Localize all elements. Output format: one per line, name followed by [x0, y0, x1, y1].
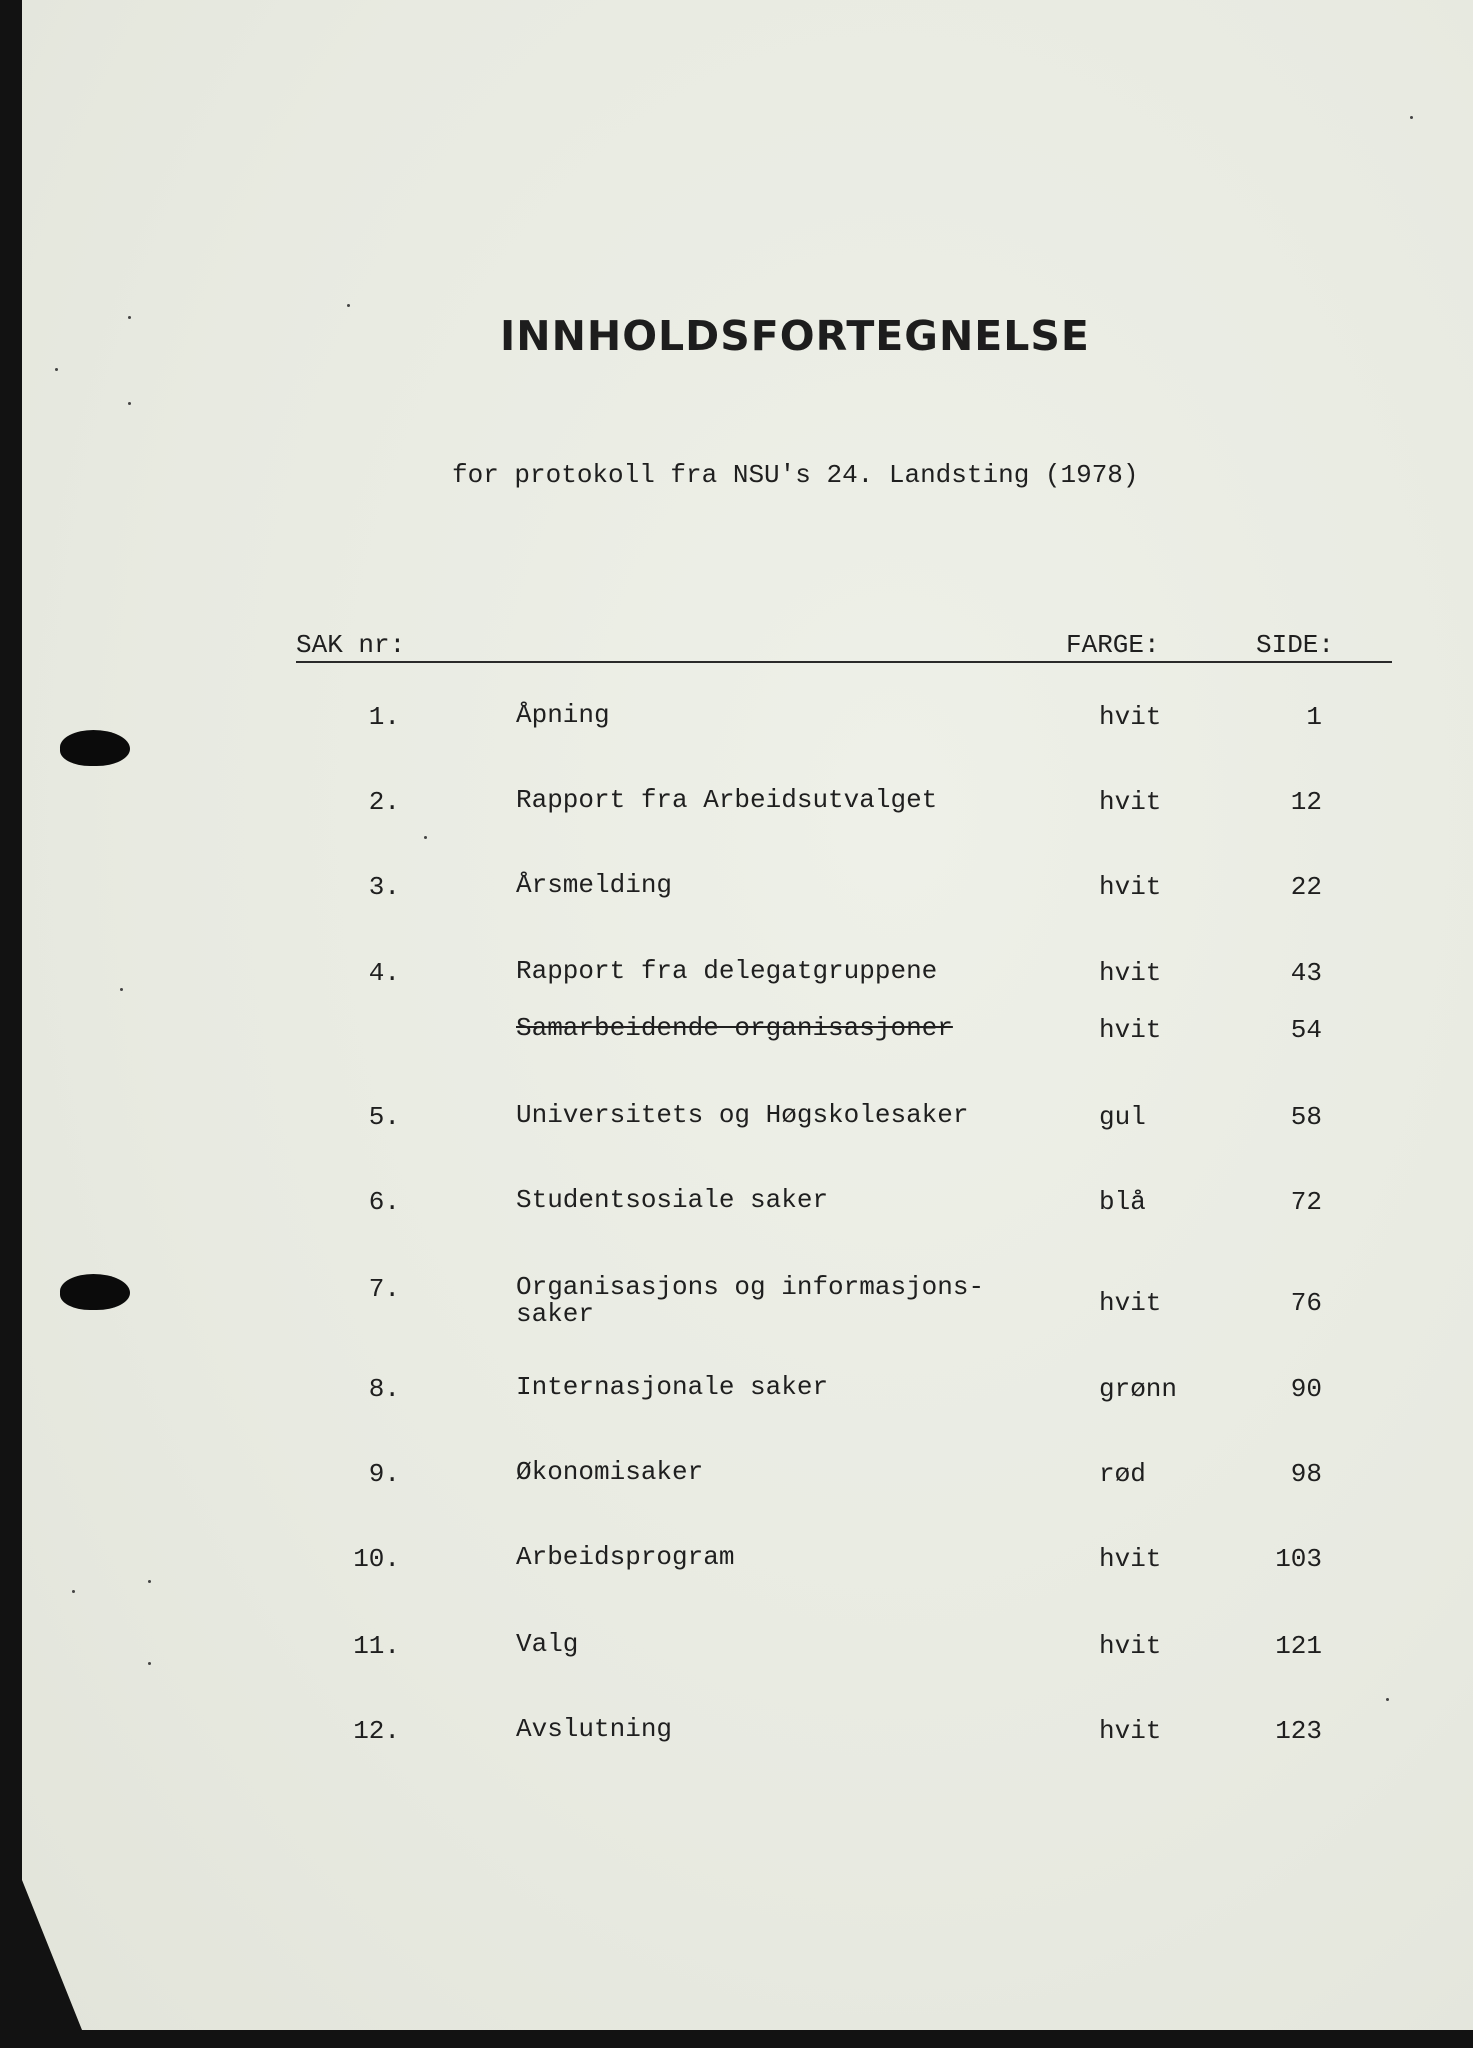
entry-number: 3.: [368, 872, 400, 902]
entry-number: 9.: [368, 1459, 400, 1489]
entry-title: Arbeidsprogram: [516, 1542, 735, 1572]
entry-title: Organisasjons og informasjons- saker: [516, 1272, 985, 1329]
entry-page: 123: [1275, 1716, 1322, 1746]
column-header-farge: FARGE:: [1066, 630, 1160, 660]
entry-page: 103: [1275, 1544, 1322, 1574]
entry-title: Universitets og Høgskolesaker: [516, 1100, 969, 1130]
entry-number: 10.: [353, 1544, 400, 1574]
column-header-side: SIDE:: [1256, 630, 1335, 660]
entry-color: hvit: [1099, 958, 1162, 988]
entry-number: 1.: [368, 702, 400, 732]
entry-color: hvit: [1099, 1288, 1162, 1318]
entry-number: 8.: [368, 1374, 400, 1404]
page-subtitle: for protokoll fra NSU's 24. Landsting (1978): [452, 460, 1139, 490]
entry-color: hvit: [1099, 872, 1162, 902]
entry-title: Rapport fra Arbeidsutvalget: [516, 785, 938, 815]
entry-page: 1: [1306, 702, 1322, 732]
entry-page: 90: [1290, 1374, 1322, 1404]
entry-title: Åpning: [516, 700, 610, 730]
entry-page: 22: [1290, 872, 1322, 902]
entry-page: 76: [1290, 1288, 1322, 1318]
entry-title: Valg: [516, 1629, 579, 1659]
entry-page: 43: [1290, 958, 1322, 988]
entry-number: 11.: [353, 1631, 400, 1661]
entry-color: hvit: [1099, 1544, 1162, 1574]
entry-page: 54: [1290, 1015, 1322, 1045]
entry-title: Studentsosiale saker: [516, 1185, 829, 1215]
entry-color: hvit: [1099, 1631, 1162, 1661]
entry-color: gul: [1099, 1102, 1146, 1132]
entry-color: grønn: [1099, 1374, 1178, 1404]
entry-title: Samarbeidende organisasjoner: [516, 1013, 953, 1043]
entry-number: 7.: [368, 1274, 400, 1304]
page-title: INNHOLDSFORTEGNELSE: [500, 312, 1090, 360]
entry-page: 58: [1290, 1102, 1322, 1132]
entry-page: 98: [1290, 1459, 1322, 1489]
entry-title: Økonomisaker: [516, 1457, 704, 1487]
entry-page: 12: [1290, 787, 1322, 817]
column-header-sak: SAK nr:: [296, 630, 406, 660]
entry-page: 72: [1290, 1187, 1322, 1217]
entry-number: 2.: [368, 787, 400, 817]
entry-color: blå: [1099, 1187, 1146, 1217]
entry-title: Avslutning: [516, 1714, 673, 1744]
entry-color: hvit: [1099, 702, 1162, 732]
entry-color: rød: [1099, 1459, 1146, 1489]
entry-number: 12.: [353, 1716, 400, 1746]
entry-number: 6.: [368, 1187, 400, 1217]
entry-title: Årsmelding: [516, 870, 673, 900]
entry-title: Rapport fra delegatgruppene: [516, 956, 938, 986]
entry-number: 4.: [368, 958, 400, 988]
entry-title: Internasjonale saker: [516, 1372, 829, 1402]
entry-color: hvit: [1099, 1716, 1162, 1746]
entry-color: hvit: [1099, 787, 1162, 817]
entry-page: 121: [1275, 1631, 1322, 1661]
entry-color: hvit: [1099, 1015, 1162, 1045]
entry-number: 5.: [368, 1102, 400, 1132]
